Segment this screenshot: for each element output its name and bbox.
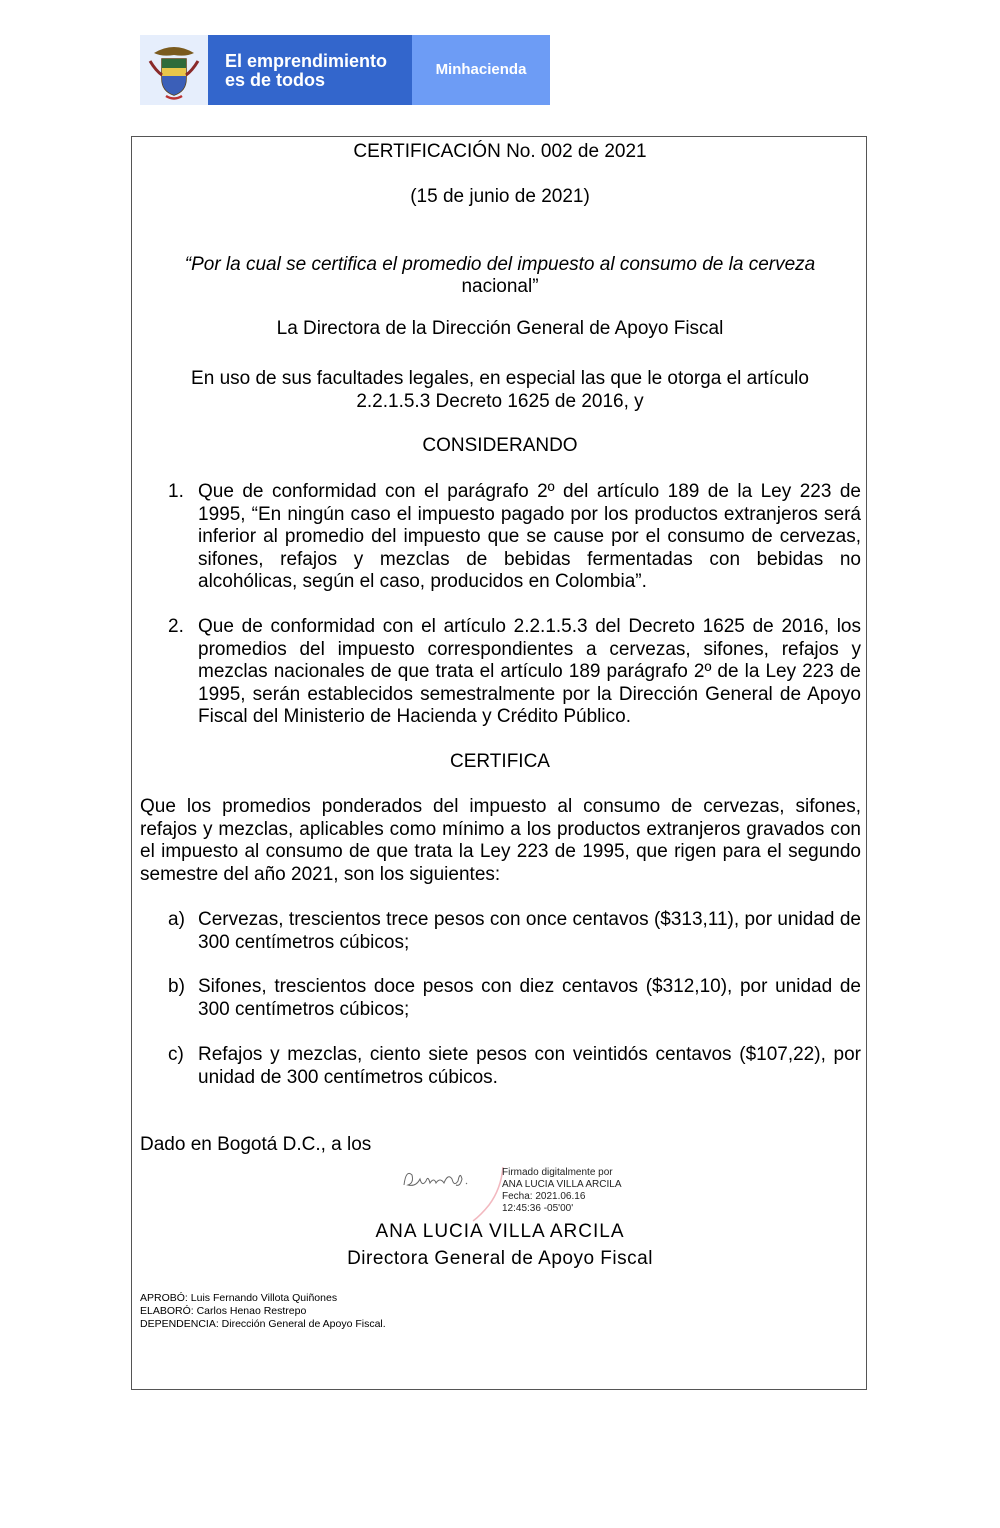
ministry-name: Minhacienda [412,35,550,105]
item-1-marker: 1. [168,481,184,502]
coat-of-arms-logo [140,35,208,105]
document-title: CERTIFICACIÓN No. 002 de 2021 [353,141,647,162]
list-a-text: Cervezas, trescientos trece pesos con once centavos ($313,11), por unidad de 300 centímetros cúbicos; [198,909,861,953]
letterhead [140,35,550,105]
document-date: (15 de junio de 2021) [410,186,590,207]
subject-line-2: nacional” [461,276,539,297]
slogan-line-2: es de todos [225,70,326,90]
item-1-text: Que de conformidad con el parágrafo 2º del artículo 189 de la Ley 223 de 1995, “En ningún caso el impuesto pagado por los productos extranjeros será inferior al promedio del impuesto que se cause por el consumo de cervezas, sifones, refajos y mezclas de bebidas fermentadas con bebidas no alcohólicas, según el caso, producidos en Colombia”. [198,481,861,592]
signature-line-1: Firmado digitalmente por [502,1167,613,1178]
list-c-text: Refajos y mezclas, ciento siete pesos con veintidós centavos ($107,22), por unidad de 300 centímetros cúbicos. [198,1044,861,1088]
subject-line-1: “Por la cual se certifica el promedio del impuesto al consumo de la cerveza [184,254,816,275]
slogan [208,35,412,105]
authority-line-1: En uso de sus facultades legales, en especial las que le otorga el artículo [191,368,809,389]
list-a-marker: a) [168,909,185,930]
list-c-marker: c) [168,1044,184,1065]
issuer: La Directora de la Dirección General de Apoyo Fiscal [276,318,724,339]
document-frame [131,136,867,1390]
signature-line-3: Fecha: 2021.06.16 [502,1191,586,1202]
signer-name: ANA LUCIA VILLA ARCILA [375,1221,625,1242]
certifica-heading: CERTIFICA [450,751,550,772]
authority-line-2: 2.2.1.5.3 Decreto 1625 de 2016, y [356,391,644,412]
footer-department: DEPENDENCIA: Dirección General de Apoyo Fiscal. [140,1318,386,1330]
given-place: Dado en Bogotá D.C., a los [140,1134,372,1155]
certifica-body: Que los promedios ponderados del impuesto al consumo de cervezas, sifones, refajos y mezclas, aplicables como mínimo a los productos extranjeros gravados con el impuesto al consumo de que trata la Ley 223 de 1995, que rigen para el segundo semestre del año 2021, son los siguientes: [140,796,861,885]
slogan-line-1: El emprendimiento [225,51,388,71]
footer-approved: APROBÓ: Luis Fernando Villota Quiñones [140,1292,338,1304]
digital-signature-stamp [502,1167,652,1215]
item-2-text: Que de conformidad con el artículo 2.2.1.5.3 del Decreto 1625 de 2016, los promedios del impuesto correspondientes a cervezas, sifones, refajos y mezclas nacionales de que trata el artículo 189 parágrafo 2º de la Ley 223 de 1995, serán establecidos semestralmente por la Dirección General de Apoyo Fiscal del Ministerio de Hacienda y Crédito Público. [198,616,861,727]
considerando-heading: CONSIDERANDO [422,435,578,456]
signature-line-4: 12:45:36 -05'00' [502,1203,574,1214]
footer-prepared: ELABORÓ: Carlos Henao Restrepo [140,1305,307,1317]
list-b-text: Sifones, trescientos doce pesos con diez centavos ($312,10), por unidad de 300 centímetros cúbicos; [198,976,861,1020]
item-2-marker: 2. [168,616,184,637]
signer-title: Directora General de Apoyo Fiscal [347,1248,653,1269]
list-b-marker: b) [168,976,185,997]
signature-line-2: ANA LUCIA VILLA ARCILA [502,1179,622,1190]
signature-stroke-icon [467,1165,507,1223]
